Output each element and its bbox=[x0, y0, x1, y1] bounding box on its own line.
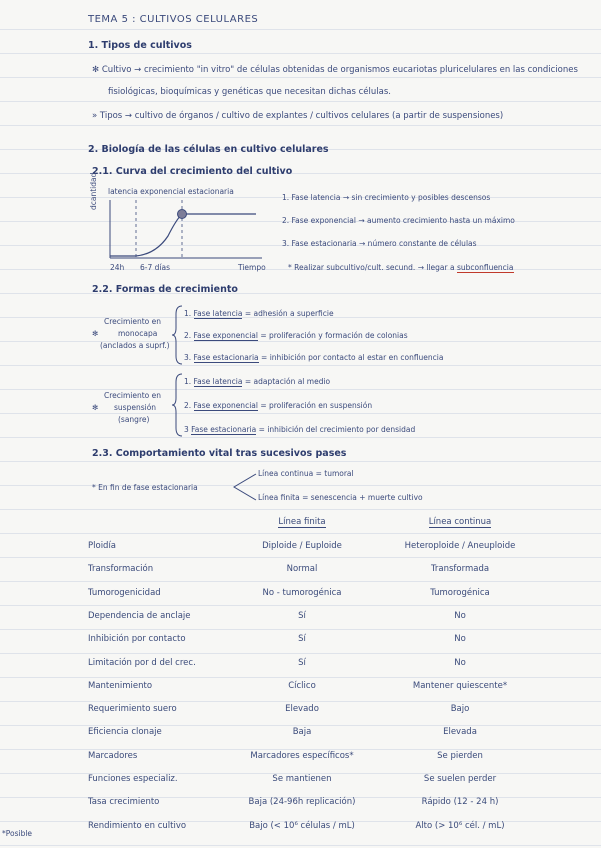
bullet-tipos: » Tipos → cultivo de órganos / cultivo de explantes / cultivos celulares (a partir de suspensiones) bbox=[92, 111, 504, 121]
subculture-note: * Realizar subcultivo/cult. secund. → llegar a subconfluencia bbox=[288, 263, 514, 272]
table-row-label: Limitación por d del crec. bbox=[88, 657, 196, 668]
monocapa-item-2: 2. Fase exponencial = proliferación y formación de colonias bbox=[184, 331, 408, 340]
table-cell-continuous: Mantener quiescente* bbox=[412, 680, 508, 691]
table-cell-finite: Sí bbox=[298, 657, 306, 668]
table-row-label: Dependencia de anclaje bbox=[88, 610, 191, 621]
table-row-label: Ploidía bbox=[88, 541, 117, 551]
table-row-label: Mantenimiento bbox=[88, 680, 153, 691]
table-cell-continuous: Se suelen perder bbox=[423, 774, 497, 784]
suspension-brace bbox=[172, 372, 184, 438]
curve-peak-marker bbox=[178, 210, 187, 219]
suspension-label-3: (sangre) bbox=[118, 415, 150, 424]
table-header-finite: Línea finita bbox=[278, 517, 326, 527]
table-cell-continuous: Transformada bbox=[430, 564, 490, 575]
suspension-item-2: 2. Fase exponencial = proliferación en suspensión bbox=[184, 401, 373, 410]
table-row-label: Requerimiento suero bbox=[88, 704, 177, 715]
monocapa-item-1: 1. Fase latencia = adhesión a superficie bbox=[184, 309, 334, 318]
table-row-label: Tasa crecimiento bbox=[88, 797, 160, 808]
table-row-label: Tumorogenicidad bbox=[88, 587, 161, 598]
table-cell-finite: Sí bbox=[298, 610, 306, 621]
table-cell-continuous: Rápido (12 - 24 h) bbox=[421, 797, 499, 808]
section-2-1-heading: 2.1. Curva del crecimiento del cultivo bbox=[92, 166, 293, 177]
graph-y-label: dcantidad bbox=[89, 172, 98, 210]
table-cell-continuous: Elevada bbox=[443, 727, 477, 738]
table-cell-continuous: Heteroploide / Aneuploide bbox=[404, 541, 516, 551]
suspension-item-1: 1. Fase latencia = adaptación al medio bbox=[184, 377, 331, 386]
table-cell-finite: Baja (24-96h replicación) bbox=[248, 797, 356, 808]
monocapa-label-3: (anclados a suprf.) bbox=[100, 341, 170, 350]
page-title: TEMA 5 : CULTIVOS CELULARES bbox=[88, 14, 259, 25]
footnote-possible: *Posible bbox=[2, 829, 33, 838]
section-2-heading: 2. Biología de las células en cultivo celulares bbox=[88, 144, 329, 155]
section-2-2-heading: 2.2. Formas de crecimiento bbox=[92, 284, 238, 295]
table-cell-finite: Elevado bbox=[285, 704, 319, 715]
table-cell-continuous: No bbox=[454, 634, 466, 645]
bullet-cultivo-line1: ✻ Cultivo → crecimiento "in vitro" de células obtenidas de organismos eucariotas pluricelulares en las condiciones bbox=[92, 65, 578, 75]
bullet-asterisk: » bbox=[92, 111, 100, 121]
table-header-continuous: Línea continua bbox=[428, 517, 492, 527]
table-cell-continuous: No bbox=[454, 657, 466, 668]
section-1-heading: 1. Tipos de cultivos bbox=[88, 40, 192, 51]
table-cell-finite: Bajo (< 10⁶ células / mL) bbox=[249, 820, 355, 831]
phase-description-2: 2. Fase exponencial → aumento crecimiento hasta un máximo bbox=[282, 216, 515, 225]
suspension-label-2: suspensión bbox=[114, 403, 157, 412]
table-cell-finite: Diploide / Euploide bbox=[262, 541, 342, 551]
subconfluencia-word: subconfluencia bbox=[456, 263, 514, 272]
phase-description-3: 3. Fase estacionaria → número constante de células bbox=[282, 239, 477, 248]
continuous-line-outcome: Línea continua = tumoral bbox=[258, 469, 354, 478]
table-cell-finite: Cíclico bbox=[288, 680, 316, 691]
graph-x-tick-24h: 24h bbox=[110, 263, 125, 272]
suspension-label-1: Crecimiento en bbox=[104, 391, 162, 400]
table-cell-continuous: Alto (> 10⁶ cél. / mL) bbox=[415, 820, 505, 831]
table-cell-continuous: No bbox=[454, 610, 466, 621]
table-cell-continuous: Bajo bbox=[450, 704, 470, 715]
table-cell-continuous: Tumorogénica bbox=[430, 587, 490, 598]
table-row-label: Inhibición por contacto bbox=[88, 634, 186, 645]
end-phase-label: * En fin de fase estacionaria bbox=[92, 483, 198, 492]
graph-phase-labels: latencia exponencial estacionaria bbox=[108, 187, 234, 196]
phase-description-1: 1. Fase latencia → sin crecimiento y posibles descensos bbox=[282, 193, 491, 202]
table-cell-finite: Baja bbox=[292, 727, 312, 738]
table-cell-finite: Se mantienen bbox=[272, 774, 332, 784]
graph-x-label: Tiempo bbox=[238, 263, 266, 272]
monocapa-label-1: Crecimiento en bbox=[104, 317, 162, 326]
monocapa-item-3: 3. Fase estacionaria = inhibición por contacto al estar en confluencia bbox=[184, 353, 444, 362]
table-cell-finite: No - tumorogénica bbox=[262, 587, 342, 598]
table-row-label: Marcadores bbox=[88, 750, 138, 761]
table-row-label: Eficiencia clonaje bbox=[88, 727, 162, 738]
bullet-asterisk: ✻ bbox=[92, 65, 102, 75]
table-cell-finite: Marcadores específicos* bbox=[250, 750, 354, 761]
table-cell-finite: Sí bbox=[298, 634, 306, 645]
table-cell-finite: Normal bbox=[286, 564, 318, 575]
table-row-label: Transformación bbox=[88, 564, 154, 575]
end-phase-branch bbox=[232, 470, 258, 504]
section-2-3-heading: 2.3. Comportamiento vital tras sucesivos pases bbox=[92, 448, 347, 459]
monocapa-brace bbox=[172, 304, 184, 366]
table-row-label: Funciones especializ. bbox=[88, 774, 178, 784]
graph-x-tick-days: 6-7 días bbox=[140, 263, 170, 272]
suspension-asterisk: ✻ bbox=[92, 403, 99, 412]
suspension-item-3: 3 Fase estacionaria = inhibición del crecimiento por densidad bbox=[184, 425, 416, 434]
bullet-cultivo-line2: fisiológicas, bioquímicas y genéticas que necesitan dichas células. bbox=[108, 87, 391, 97]
table-cell-continuous: Se pierden bbox=[437, 750, 483, 761]
table-row-label: Rendimiento en cultivo bbox=[88, 820, 187, 831]
monocapa-asterisk: ✻ bbox=[92, 329, 99, 338]
growth-curve-line bbox=[110, 214, 256, 256]
monocapa-label-2: monocapa bbox=[118, 329, 158, 338]
finite-line-outcome: Línea finita = senescencia + muerte cultivo bbox=[258, 493, 423, 502]
growth-curve-graph bbox=[96, 196, 266, 272]
